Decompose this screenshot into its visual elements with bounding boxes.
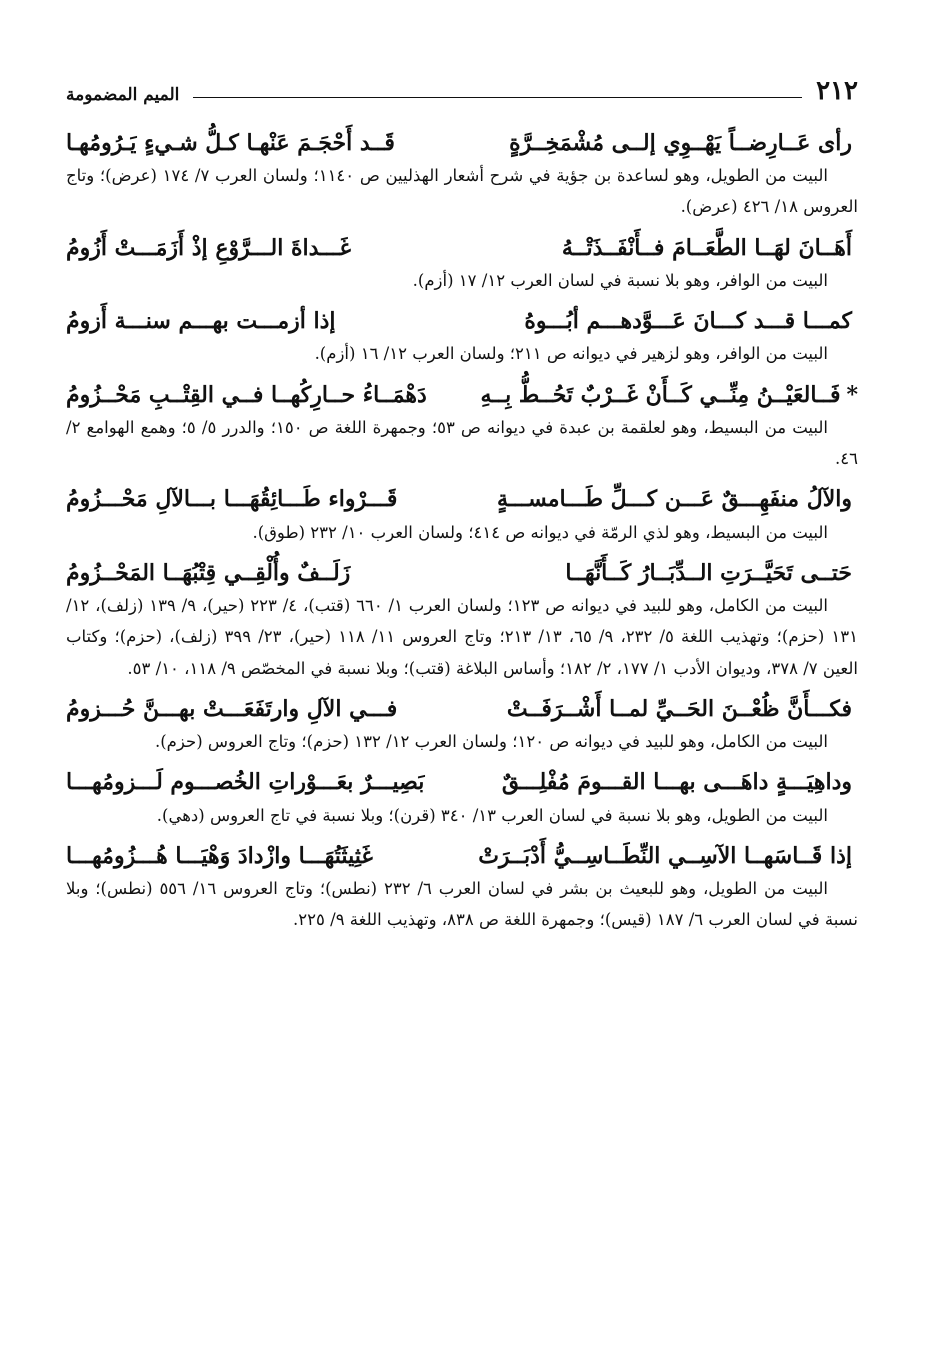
verse-note: البيت من الكامل، وهو للبيد في ديوانه ص ١٢٠؛ ولسان العرب ١٢/ ١٣٢ (حزم)؛ وتاج العروس (حزم). — [155, 732, 828, 752]
first-hemistich-text: إذا قَــاسَهــا الآسِــي النِّطَــاسِــيُّ أَدْبَــرَتْ — [478, 842, 852, 869]
verse-line — [66, 765, 858, 799]
first-hemistich — [478, 839, 858, 873]
second-hemistich: قَـــرْواء طَـــائِقُهَـــا بـــالآلِ مَحْـــزُومُ — [66, 486, 398, 513]
verse-note: البيت من الوافر، وهو لزهير في ديوانه ص ٢١١؛ ولسان العرب ١٢/ ١٦ (أزم). — [314, 344, 828, 364]
first-hemistich-text: وداهِيَـــةٍ داهَـــى بهـــا القـــومَ مُفْلِـــقٌ — [501, 769, 852, 796]
verse-note: البيت من البسيط، وهو لعلقمة بن عبدة في ديوانه ص ٥٣؛ وجمهرة اللغة ص ١٥٠؛ والدرر ٥/ ٥؛ وهمع الهوامع ٢/ ٤٦. — [66, 417, 858, 469]
section-title: الميم المضمومة — [66, 85, 180, 105]
first-hemistich-text: حَتــى تَحَيَّــرَتِ الــدِّبَــارُ كَــأَنَّهَــا — [565, 559, 852, 586]
verse-line — [66, 231, 858, 265]
verse-note: البيت من الطويل، وهو للبعيث بن بشر في لسان العرب ٦/ ٢٣٢ (نطس)؛ وتاج العروس ١٦/ ٥٥٦ (نطس)؛ وبلا نسبة في لسان العرب ٦/ ١٨٧ (قيس)؛ وجمهرة اللغة ص ٨٣٨، وتهذيب اللغة ٩/ ٢٢٥. — [66, 878, 858, 930]
second-hemistich: غَـــداةَ الـــرَّوْعِ إذْ أَزَمَـــتْ أَزُومُ — [66, 234, 352, 261]
first-hemistich-text: كمـــا قـــد كـــانَ عَـــوَّدهـــم أبُـــوهُ — [524, 308, 852, 335]
page-header — [66, 70, 858, 104]
verse-entry — [66, 556, 858, 684]
verse-line — [66, 556, 858, 590]
first-hemistich — [524, 304, 858, 338]
verse-entry — [66, 231, 858, 296]
first-hemistich-text: والآلُ منفَهِـــقٌ عَـــن كـــلِّ طَـــامســـةٍ — [496, 486, 852, 513]
first-hemistich — [562, 231, 858, 265]
verse-entry — [66, 482, 858, 547]
verse-note: البيت من الطويل، وهو لساعدة بن جؤية في شرح أشعار الهذليين ص ١١٤٠؛ ولسان العرب ٧/ ١٧٤ (عرض)؛ وتاج العروس ١٨/ ٤٢٦ (عرض). — [66, 166, 858, 217]
first-hemistich — [497, 482, 858, 516]
first-hemistich-text: رأى عَــارِضــاً يَهْــوِي إلــى مُشْمَخِــرَّةٍ — [509, 130, 852, 156]
first-hemistich-text: فكـــأَنَّ ظُعْــنَ الحَــيِّ لمــا أَشْــرَفَــتْ — [506, 696, 852, 722]
verse-line — [66, 126, 858, 160]
first-hemistich — [502, 765, 858, 799]
verse-entry — [66, 126, 858, 223]
first-hemistich — [509, 126, 858, 160]
first-hemistich — [507, 692, 858, 726]
verse-line — [66, 482, 858, 516]
first-hemistich — [480, 378, 858, 412]
verse-line — [66, 378, 858, 412]
page-number: ٢١٢ — [816, 76, 858, 106]
verse-note: البيت من الطويل، وهو بلا نسبة في لسان العرب ١٣/ ٣٤٠ (قرن)؛ وبلا نسبة في تاج العروس (دهي). — [156, 805, 828, 825]
second-hemistich: زَلَــفٌ وأُلْقِــي قِتْبُهَــا المَحْــزُومُ — [66, 559, 351, 586]
verse-entry — [66, 692, 858, 757]
second-hemistich: فـــي الآلِ وارتَفَعَـــتْ بهـــنَّ حُـــزومُ — [66, 696, 398, 722]
star-marker: * — [846, 381, 858, 408]
verse-entry — [66, 765, 858, 830]
first-hemistich-text: أَهَــانَ لهَــا الطَّعَــامَ فــأَنْفَــذَتْــهُ — [561, 234, 852, 261]
verse-entry — [66, 304, 858, 369]
second-hemistich: قَــد أَحْجَـمَ عَنْهـا كـلُّ شـيءٍ يَـرُومُهـا — [66, 130, 395, 156]
first-hemistich — [565, 556, 858, 590]
verse-note: البيت من البسيط، وهو لذي الرمّة في ديوانه ص ٤١٤؛ ولسان العرب ١٠/ ٢٣٢ (طوق). — [252, 522, 828, 542]
second-hemistich: بَصِيـــرٌ بعَـــوْراتِ الخُصـــوم لَـــزومُهـــا — [66, 769, 425, 796]
verse-entry — [66, 839, 858, 936]
verse-line — [66, 304, 858, 338]
verse-note: البيت من الوافر، وهو بلا نسبة في لسان العرب ١٢/ ١٧ (أزم). — [412, 270, 828, 290]
verse-line — [66, 692, 858, 726]
second-hemistich: غَثِيثَتُهَـــا وازْدادَ وَهْيَـــا هُـــزُومُهـــا — [66, 842, 373, 869]
verse-line — [66, 839, 858, 873]
header-rule — [193, 97, 802, 98]
second-hemistich: دَهْمَــاءُ حــارِكُهــا فــي القِتْــبِ مَحْــزُومُ — [66, 381, 427, 408]
verse-entry — [66, 378, 858, 475]
second-hemistich: إذا أزمـــت بهـــم سنـــة أَزومُ — [66, 308, 336, 335]
first-hemistich-text: فَــالعَيْــنُ مِنِّــي كَــأَنْ غَــرْبٌ تَحُــطُّ بِــهِ — [480, 381, 841, 408]
verse-note: البيت من الكامل، وهو للبيد في ديوانه ص ١٢٣؛ ولسان العرب ١/ ٦٦٠ (قتب)، ٤/ ٢٢٣ (حير)، ٩/ ١٣٩ (زلف)، ١٢/ ١٣١ (حزم)؛ وتهذيب اللغة ٥/ ٢٣٢، ٩/ ٦٥، ١٣/ ٢١٣؛ وتاج العروس ١١/ ١١٨ (حير)، ٢٣/ ٣٩٩ (زلف)، (حزم)؛ وكتاب العين ٧/ ٣٧٨، وديوان الأدب ١/ ١٧٧، ٢/ ١٨٢؛ وأساس البلاغة (قتب)؛ وبلا نسبة في المخصّص ٩/ ١١٨، ١٠/ ٥٣. — [66, 595, 859, 678]
